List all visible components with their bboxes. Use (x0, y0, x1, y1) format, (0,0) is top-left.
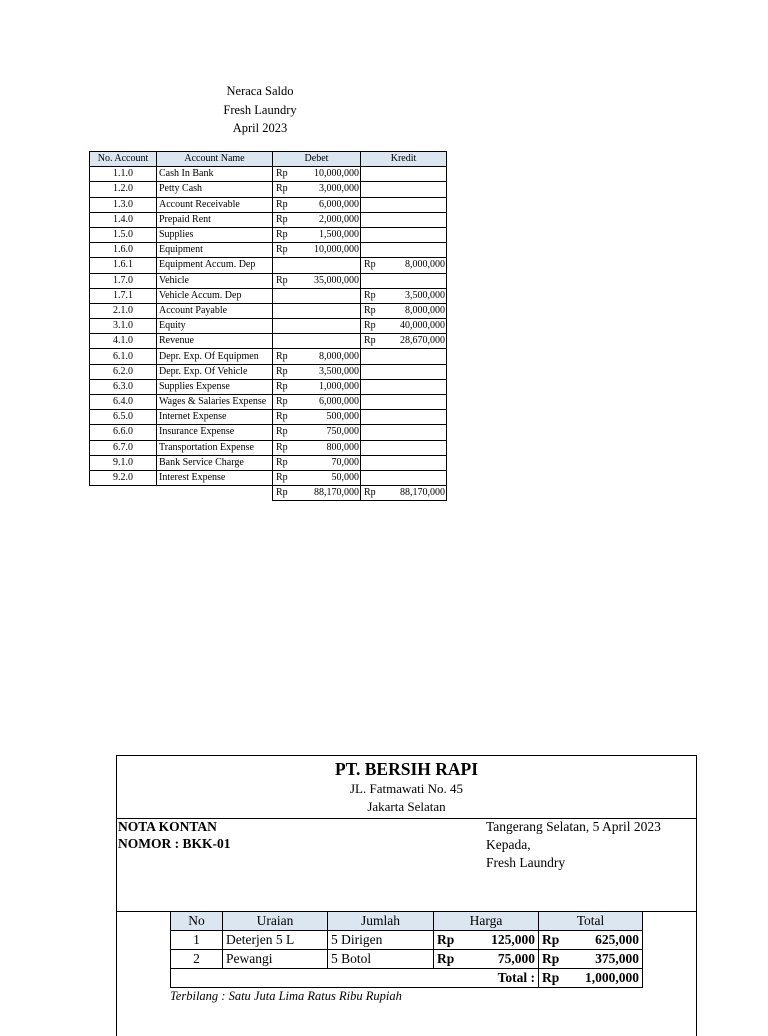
currency-label: Rp (542, 932, 560, 947)
kredit-value: 8,000,000 (405, 259, 445, 271)
header-harga: Harga (434, 912, 539, 931)
currency-label: Rp (276, 380, 288, 392)
kredit-cell (361, 273, 447, 288)
kredit-cell (361, 455, 447, 470)
debet-cell (273, 182, 361, 197)
debet-cell (273, 440, 361, 455)
debet-cell (273, 319, 361, 334)
receipt-item-row (171, 931, 643, 950)
trial-balance-header-row (90, 152, 447, 167)
kredit-cell (361, 364, 447, 379)
debet-value: 50,000 (331, 472, 359, 484)
trial-balance-row (90, 425, 447, 440)
currency-label: Rp (542, 970, 560, 985)
account-name: Wages & Salaries Expense (157, 395, 273, 410)
debet-cell (273, 303, 361, 318)
currency-label: Rp (364, 335, 376, 347)
currency-label: Rp (276, 426, 288, 438)
kredit-cell (361, 303, 447, 318)
currency-label: Rp (276, 441, 288, 453)
currency-label: Rp (276, 183, 288, 195)
account-name: Supplies Expense (157, 379, 273, 394)
trial-balance-row (90, 303, 447, 318)
debet-value: 70,000 (331, 456, 359, 468)
kredit-cell (361, 258, 447, 273)
account-number: 1.7.0 (90, 273, 157, 288)
debet-cell (273, 470, 361, 485)
header-debet: Debet (273, 152, 361, 167)
trial-balance-row (90, 364, 447, 379)
account-name: Insurance Expense (157, 425, 273, 440)
grand-total-cell (539, 969, 643, 988)
debet-value: 35,000,000 (314, 274, 359, 286)
account-name: Cash In Bank (157, 167, 273, 182)
account-name: Account Receivable (157, 197, 273, 212)
currency-label: Rp (276, 456, 288, 468)
header-total: Total (539, 912, 643, 931)
kredit-cell (361, 349, 447, 364)
receipt-recipient: Fresh Laundry (486, 855, 566, 870)
header-account-name: Account Name (157, 152, 273, 167)
debet-value: 750,000 (326, 426, 359, 438)
currency-label: Rp (276, 198, 288, 210)
item-harga: 75,000 (497, 951, 535, 966)
account-number: 3.1.0 (90, 319, 157, 334)
trial-balance-row (90, 379, 447, 394)
trial-balance-row (90, 182, 447, 197)
account-number: 9.1.0 (90, 455, 157, 470)
trial-balance-row (90, 334, 447, 349)
account-number: 6.5.0 (90, 410, 157, 425)
kredit-value: 3,500,000 (405, 289, 445, 301)
kredit-value: 40,000,000 (400, 320, 445, 332)
currency-label: Rp (276, 396, 288, 408)
trial-balance-row (90, 197, 447, 212)
account-name: Vehicle Accum. Dep (157, 288, 273, 303)
cash-receipt (116, 755, 697, 1036)
account-number: 9.2.0 (90, 470, 157, 485)
item-jumlah: 5 Botol (328, 950, 434, 969)
receipt-address-line1: JL. Fatmawati No. 45 (349, 781, 463, 796)
account-number: 1.2.0 (90, 182, 157, 197)
currency-label: Rp (364, 320, 376, 332)
trial-balance-row (90, 243, 447, 258)
total-kredit: 88,170,000 (400, 487, 445, 499)
account-number: 1.1.0 (90, 167, 157, 182)
kredit-cell (361, 440, 447, 455)
kredit-cell (361, 319, 447, 334)
trial-balance-heading (160, 82, 360, 138)
debet-cell (273, 425, 361, 440)
currency-label: Rp (364, 259, 376, 271)
kepada-label: Kepada, (486, 837, 531, 852)
trial-balance-row (90, 227, 447, 242)
account-name: Vehicle (157, 273, 273, 288)
debet-cell (273, 334, 361, 349)
account-number: 1.6.1 (90, 258, 157, 273)
debet-cell (273, 364, 361, 379)
account-number: 6.3.0 (90, 379, 157, 394)
account-name: Transportation Expense (157, 440, 273, 455)
currency-label: Rp (276, 487, 288, 499)
debet-value: 3,500,000 (319, 365, 359, 377)
account-name: Internet Expense (157, 410, 273, 425)
currency-label: Rp (276, 229, 288, 241)
account-number: 1.5.0 (90, 227, 157, 242)
account-name: Revenue (157, 334, 273, 349)
trial-balance-row (90, 349, 447, 364)
trial-balance-row (90, 440, 447, 455)
trial-balance-row (90, 395, 447, 410)
debet-cell (273, 349, 361, 364)
currency-label: Rp (276, 168, 288, 180)
account-number: 6.1.0 (90, 349, 157, 364)
account-number: 6.4.0 (90, 395, 157, 410)
item-uraian: Deterjen 5 L (223, 931, 328, 950)
currency-label: Rp (276, 213, 288, 225)
item-total: 625,000 (595, 932, 639, 947)
account-name: Depr. Exp. Of Equipmen (157, 349, 273, 364)
kredit-cell (361, 395, 447, 410)
grand-total: 1,000,000 (585, 970, 639, 985)
item-no: 1 (171, 931, 223, 950)
kredit-cell (361, 288, 447, 303)
receipt-item-row (171, 950, 643, 969)
kredit-cell (361, 470, 447, 485)
account-name: Equipment Accum. Dep (157, 258, 273, 273)
kredit-value: 28,670,000 (400, 335, 445, 347)
item-total-cell (539, 931, 643, 950)
receipt-date-line: Tangerang Selatan, 5 April 2023 (486, 819, 661, 834)
kredit-cell (361, 167, 447, 182)
kredit-cell (361, 227, 447, 242)
item-no: 2 (171, 950, 223, 969)
currency-label: Rp (437, 951, 455, 966)
terbilang-text: Terbilang : Satu Juta Lima Ratus Ribu Rupiah (170, 989, 402, 1003)
account-name: Equipment (157, 243, 273, 258)
item-jumlah: 5 Dirigen (328, 931, 434, 950)
debet-cell (273, 379, 361, 394)
account-number: 6.7.0 (90, 440, 157, 455)
item-total: 375,000 (595, 951, 639, 966)
currency-label: Rp (364, 289, 376, 301)
header-no: No (171, 912, 223, 931)
trial-balance-row (90, 410, 447, 425)
trial-balance-row (90, 319, 447, 334)
account-number: 1.7.1 (90, 288, 157, 303)
currency-label: Rp (276, 274, 288, 286)
item-harga-cell (434, 950, 539, 969)
currency-label: Rp (276, 244, 288, 256)
account-number: 6.2.0 (90, 364, 157, 379)
account-name: Depr. Exp. Of Vehicle (157, 364, 273, 379)
debet-cell (273, 258, 361, 273)
account-name: Bank Service Charge (157, 455, 273, 470)
debet-cell (273, 395, 361, 410)
trial-balance-table (89, 151, 447, 501)
trial-balance-company: Fresh Laundry (223, 102, 297, 117)
total-kredit-cell (361, 486, 447, 501)
trial-balance-row (90, 273, 447, 288)
account-number: 1.4.0 (90, 212, 157, 227)
kredit-cell (361, 212, 447, 227)
currency-label: Rp (542, 951, 560, 966)
debet-value: 3,000,000 (319, 183, 359, 195)
trial-balance-row (90, 288, 447, 303)
debet-value: 6,000,000 (319, 198, 359, 210)
account-number: 1.3.0 (90, 197, 157, 212)
kredit-cell (361, 410, 447, 425)
account-number: 2.1.0 (90, 303, 157, 318)
nomor-label: NOMOR : BKK-01 (118, 836, 231, 851)
trial-balance-total-row (90, 486, 447, 501)
nota-kontan-label: NOTA KONTAN (118, 819, 217, 834)
currency-label: Rp (276, 411, 288, 423)
debet-value: 10,000,000 (314, 244, 359, 256)
account-number: 4.1.0 (90, 334, 157, 349)
trial-balance-row (90, 167, 447, 182)
account-number: 1.6.0 (90, 243, 157, 258)
kredit-cell (361, 197, 447, 212)
trial-balance-row (90, 455, 447, 470)
receipt-total-row (171, 969, 643, 988)
debet-value: 8,000,000 (319, 350, 359, 362)
receipt-company-name: PT. BERSIH RAPI (334, 759, 479, 779)
total-debet: 88,170,000 (314, 487, 359, 499)
debet-cell (273, 273, 361, 288)
debet-cell (273, 197, 361, 212)
header-no-account: No. Account (90, 152, 157, 167)
header-jumlah: Jumlah (328, 912, 434, 931)
item-total-cell (539, 950, 643, 969)
debet-value: 500,000 (326, 411, 359, 423)
total-label: Total : (171, 969, 539, 988)
kredit-cell (361, 425, 447, 440)
debet-value: 1,000,000 (319, 380, 359, 392)
receipt-items-table (170, 911, 643, 988)
kredit-value: 8,000,000 (405, 304, 445, 316)
currency-label: Rp (437, 932, 455, 947)
trial-balance-row (90, 212, 447, 227)
currency-label: Rp (276, 472, 288, 484)
item-harga-cell (434, 931, 539, 950)
account-name: Equity (157, 319, 273, 334)
account-name: Account Payable (157, 303, 273, 318)
trial-balance-row (90, 470, 447, 485)
currency-label: Rp (276, 350, 288, 362)
debet-cell (273, 288, 361, 303)
debet-value: 10,000,000 (314, 168, 359, 180)
kredit-cell (361, 334, 447, 349)
debet-cell (273, 410, 361, 425)
trial-balance-row (90, 258, 447, 273)
account-name: Interest Expense (157, 470, 273, 485)
receipt-address-line2: Jakarta Selatan (367, 799, 446, 814)
currency-label: Rp (364, 487, 376, 499)
debet-cell (273, 455, 361, 470)
currency-label: Rp (276, 365, 288, 377)
debet-value: 2,000,000 (319, 213, 359, 225)
kredit-cell (361, 243, 447, 258)
total-debet-cell (273, 486, 361, 501)
debet-value: 800,000 (326, 441, 359, 453)
trial-balance-title: Neraca Saldo (226, 84, 294, 98)
account-name: Supplies (157, 227, 273, 242)
account-name: Prepaid Rent (157, 212, 273, 227)
kredit-cell (361, 182, 447, 197)
debet-cell (273, 243, 361, 258)
debet-cell (273, 167, 361, 182)
debet-value: 6,000,000 (319, 396, 359, 408)
account-name: Petty Cash (157, 182, 273, 197)
header-kredit: Kredit (361, 152, 447, 167)
trial-balance-period: April 2023 (232, 121, 288, 135)
header-uraian: Uraian (223, 912, 328, 931)
item-harga: 125,000 (491, 932, 535, 947)
debet-value: 1,500,000 (319, 229, 359, 241)
item-uraian: Pewangi (223, 950, 328, 969)
account-number: 6.6.0 (90, 425, 157, 440)
debet-cell (273, 212, 361, 227)
debet-cell (273, 227, 361, 242)
kredit-cell (361, 379, 447, 394)
receipt-items-header-row (171, 912, 643, 931)
currency-label: Rp (364, 304, 376, 316)
